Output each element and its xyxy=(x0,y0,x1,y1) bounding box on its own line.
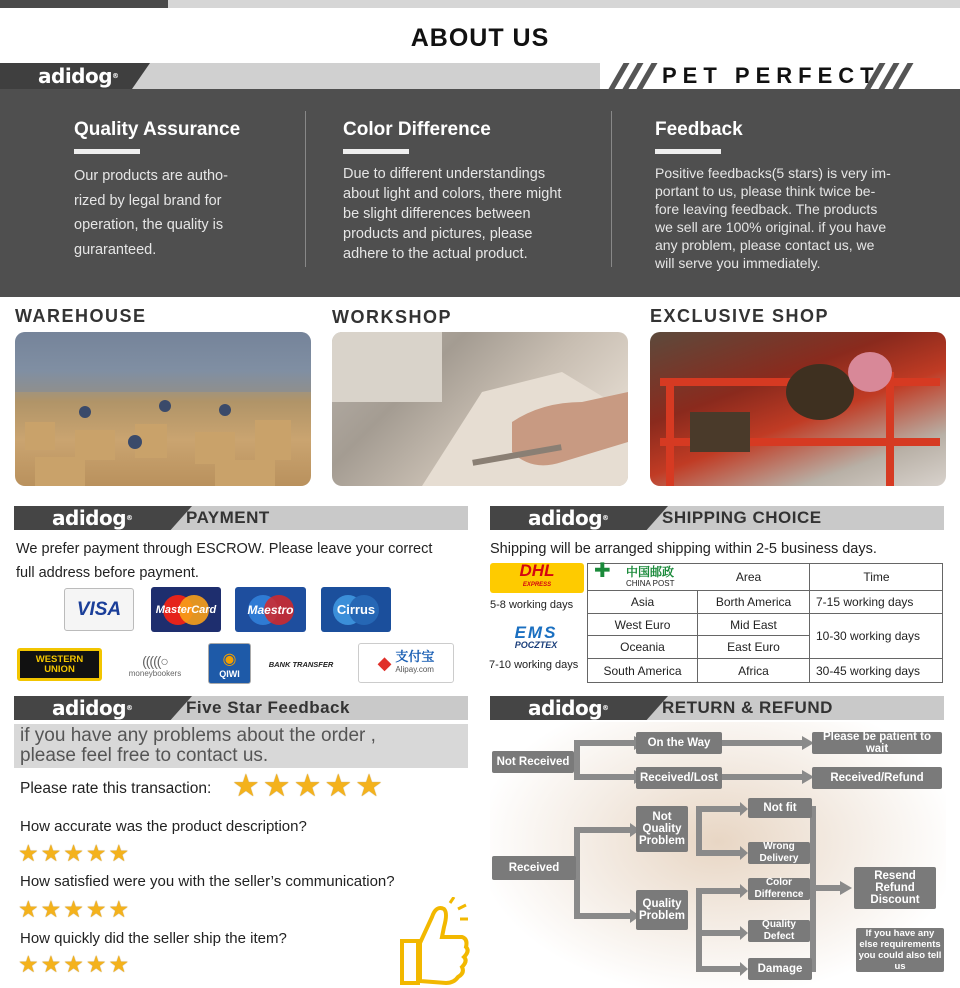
cell-area: South America xyxy=(588,658,698,682)
cell-time: 7-15 working days xyxy=(809,590,943,613)
received-lost-node: Received/Lost xyxy=(636,767,722,789)
communication-stars[interactable]: ★★★★★ xyxy=(18,896,132,922)
received-refund-node: Received/Refund xyxy=(812,767,942,789)
damage-node: Damage xyxy=(748,958,812,980)
refund-header: adidog® RETURN & REFUND xyxy=(490,696,944,720)
feedback-header: adidog® Five Star Feedback xyxy=(14,696,468,720)
contact-line-2: please feel free to contact us. xyxy=(20,745,269,766)
cell-area: Asia xyxy=(588,590,698,613)
not-fit-node: Not fit xyxy=(748,798,812,818)
shipping-title: SHIPPING CHOICE xyxy=(662,508,822,527)
tagline: PET PERFECT xyxy=(662,63,880,88)
shipping-stars[interactable]: ★★★★★ xyxy=(18,951,132,977)
cirrus-logo: Cirrus xyxy=(321,587,391,632)
cell-area: Oceania xyxy=(588,635,698,658)
brand-banner xyxy=(0,63,960,89)
cell-time: 30-45 working days xyxy=(809,658,943,682)
quality-assurance-column xyxy=(74,89,294,262)
workshop-label: WORKSHOP xyxy=(332,307,452,327)
th-time: Time xyxy=(809,564,943,590)
quality-defect-node: Quality Defect xyxy=(748,920,810,942)
resend-refund-node: Resend Refund Discount xyxy=(854,867,936,909)
ems-logo: EMS POCZTEX xyxy=(514,623,558,650)
western-union-logo: WESTERN UNION xyxy=(17,648,102,681)
received-node: Received xyxy=(492,856,576,880)
shipping-text: Shipping will be arranged shipping within 2-5 business days. xyxy=(490,541,877,557)
on-the-way-node: On the Way xyxy=(636,732,722,754)
refund-flow-diagram xyxy=(490,722,946,988)
shipping-table xyxy=(587,560,943,683)
question-accuracy: How accurate was the product description? xyxy=(20,818,307,835)
accuracy-stars[interactable]: ★★★★★ xyxy=(18,840,132,866)
payment-text-2: full address before payment. xyxy=(16,565,199,581)
feedback-title: Five Star Feedback xyxy=(186,698,350,717)
color-difference-node: Color Difference xyxy=(748,878,810,900)
mastercard-logo: MasterCard xyxy=(151,587,221,632)
ems-days: 7-10 working days xyxy=(489,659,579,671)
be-patient-node: Please be patient to wait xyxy=(812,732,942,754)
bank-transfer-logo: BANK TRANSFER xyxy=(268,659,334,669)
warehouse-photo xyxy=(15,332,311,486)
feedback-column xyxy=(655,89,935,272)
moneybookers-logo: (((((○ moneybookers xyxy=(128,652,182,678)
not-received-node: Not Received xyxy=(492,751,574,773)
dhl-logo: DHL EXPRESS xyxy=(490,563,584,593)
column-title: Color Difference xyxy=(343,119,491,140)
cell-area: West Euro xyxy=(588,613,698,635)
page-title: ABOUT US xyxy=(410,24,550,52)
cell-time: 10-30 working days xyxy=(809,613,943,658)
column-title: Feedback xyxy=(655,119,743,140)
cell-area: East Euro xyxy=(698,635,809,658)
shipping-header: adidog® SHIPPING CHOICE xyxy=(490,506,944,530)
question-shipping: How quickly did the seller ship the item? xyxy=(20,930,287,947)
not-quality-node: Not Quality Problem xyxy=(636,806,688,852)
column-text: Due to different understandings about light and colors, there might be slight differences between products and pictures, please adhere to the actual product. xyxy=(343,166,562,262)
refund-title: RETURN & REFUND xyxy=(662,698,833,717)
top-strip xyxy=(0,0,960,8)
wrong-delivery-node: Wrong Delivery xyxy=(748,842,810,864)
column-text: Our products are autho- rized by legal brand for operation, the quality is guraranteed. xyxy=(74,168,228,258)
cell-area: Africa xyxy=(698,658,809,682)
contact-line-1: if you have any problems about the order , xyxy=(20,725,376,746)
cell-area: Borth America xyxy=(698,590,809,613)
chinapost-logo: 中国邮政 CHINA POST ✚ xyxy=(594,560,675,588)
brand-logo: adidog® xyxy=(38,64,119,88)
column-text: Positive feedbacks(5 stars) is very im- portant to us, please think twice be- fore leaving feedback. The products we sell are 100% original. if you have any problem, please contact us, we will serve you immediately. xyxy=(655,165,891,271)
warehouse-label: WAREHOUSE xyxy=(15,306,147,326)
qiwi-logo: ◉ QIWI xyxy=(208,643,251,684)
cell-area: Mid East xyxy=(698,613,809,635)
color-difference-column xyxy=(343,89,603,264)
th-area: Area xyxy=(735,570,762,584)
question-communication: How satisfied were you with the seller’s communication? xyxy=(20,873,395,890)
workshop-photo xyxy=(332,332,628,486)
thumbs-up-icon xyxy=(388,897,470,987)
shop-label: EXCLUSIVE SHOP xyxy=(650,306,830,326)
other-requirements-node: If you have any else requirements you could also tell us xyxy=(856,928,944,972)
payment-text-1: We prefer payment through ESCROW. Please leave your correct xyxy=(16,541,433,557)
rating-stars[interactable]: ★★★★★ xyxy=(232,768,386,803)
payment-header: adidog® PAYMENT xyxy=(14,506,468,530)
dhl-days: 5-8 working days xyxy=(490,599,574,611)
contact-banner xyxy=(14,724,468,768)
alipay-logo: ◆ 支付宝 Alipay.com xyxy=(358,643,454,683)
maestro-logo: Maestro xyxy=(235,587,306,632)
visa-logo: VISA xyxy=(64,588,134,631)
rate-label: Please rate this transaction: xyxy=(20,780,212,797)
column-title: Quality Assurance xyxy=(74,119,241,140)
shop-photo xyxy=(650,332,946,486)
quality-problem-node: Quality Problem xyxy=(636,890,688,930)
info-panel xyxy=(0,89,960,297)
payment-title: PAYMENT xyxy=(186,508,270,527)
